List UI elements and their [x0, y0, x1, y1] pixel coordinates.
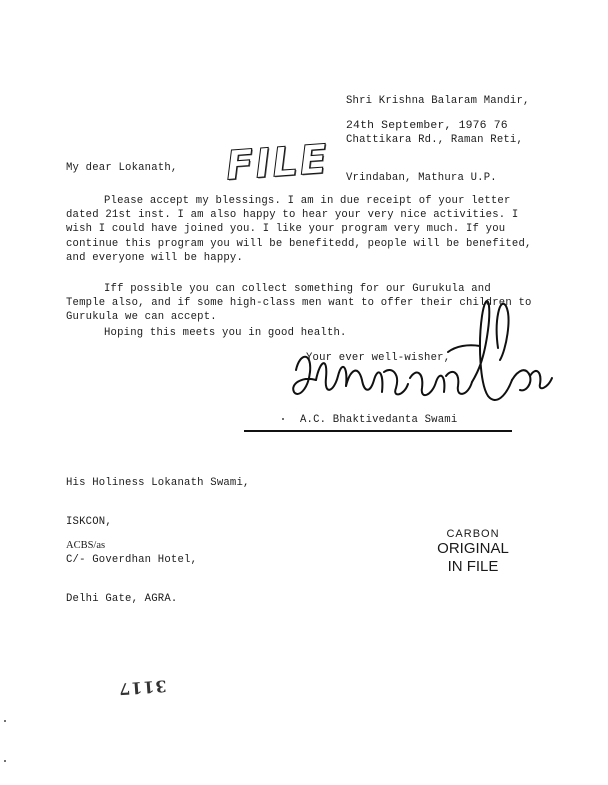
carbon-stamp-line2: ORIGINAL — [437, 540, 509, 557]
valediction: Your ever well-wisher, — [306, 352, 451, 364]
address-line: Chattikara Rd., Raman Reti, — [346, 133, 524, 146]
recipient-line: C/- Goverdhan Hotel, — [66, 554, 198, 566]
letter-date: 24th September, 1976 76 — [346, 120, 508, 132]
address-line: Vrindaban, Mathura U.P. — [346, 172, 497, 184]
carbon-stamp-line1: CARBON — [446, 528, 500, 540]
recipient-line: His Holiness Lokanath Swami, — [66, 477, 250, 489]
scan-speck — [4, 720, 6, 722]
recipient-line: Delhi Gate, AGRA. — [66, 592, 178, 605]
file-stamp: FILE — [224, 136, 331, 190]
ink-dot — [282, 418, 284, 420]
body-paragraph-3: Hoping this meets you in good health. — [104, 327, 347, 339]
signature-rule — [244, 430, 512, 432]
salutation: My dear Lokanath, — [66, 162, 178, 174]
recipient-line: ISKCON, — [66, 515, 112, 528]
reference-initials: ACBS/as — [66, 540, 106, 551]
scan-speck — [4, 760, 6, 762]
carbon-stamp-line3: IN FILE — [447, 558, 499, 575]
carbon-stamp — [428, 528, 518, 576]
address-line: Shri Krishna Balaram Mandir, — [346, 95, 530, 107]
body-paragraph-2: Iff possible you can collect something for our Gurukula and Temple also, and if some high-class men want to offer their children to Gurukula we can accept. — [66, 283, 532, 324]
signatory-name: A.C. Bhaktivedanta Swami — [300, 414, 458, 426]
file-number: 3117 — [117, 676, 168, 699]
body-paragraph-1: Please accept my blessings. I am in due receipt of your letter dated 21st inst. I am also happy to hear your very nice activities. I wish I could have joined you. I like your program very much. If you continue this program you will be benefitedd, people will be benefited, and everyone will be happy. — [66, 195, 532, 264]
sender-address — [346, 70, 530, 210]
